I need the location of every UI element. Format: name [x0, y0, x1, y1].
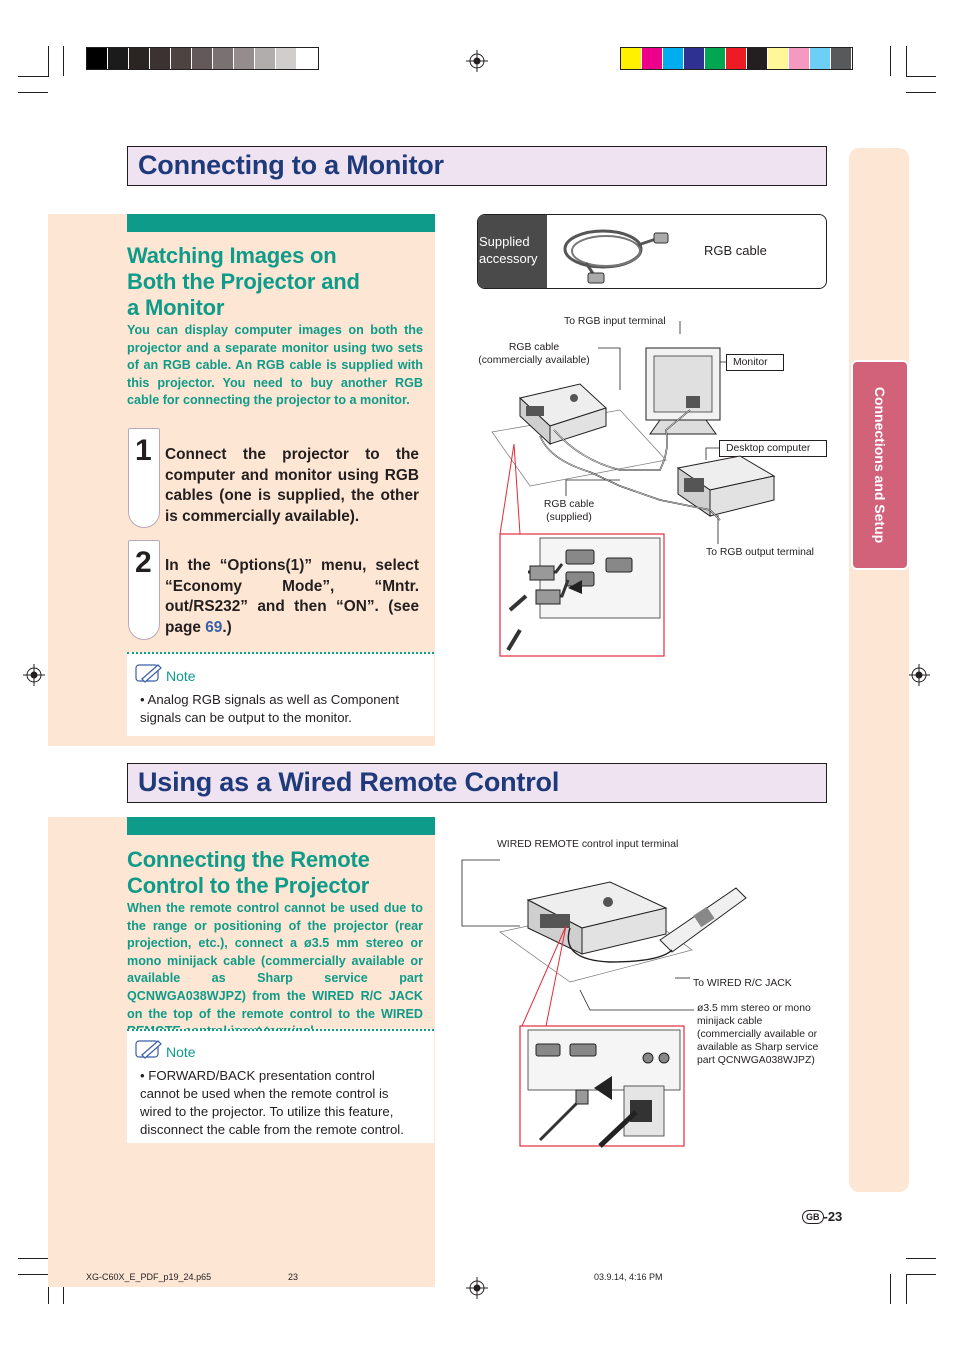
- subsection-title-line: Watching Images on: [127, 243, 337, 268]
- accessory-label: [479, 233, 538, 267]
- page-link[interactable]: 69: [205, 618, 223, 636]
- crop-mark: [18, 76, 48, 77]
- remote-connection-diagram: [460, 850, 760, 1150]
- section-header: [127, 763, 827, 803]
- supplied-accessory-box: [477, 214, 827, 289]
- registration-mark-icon: [466, 50, 488, 72]
- section-accent-bar: [127, 817, 435, 835]
- step-text: [165, 556, 419, 638]
- diagram-label: To RGB input terminal: [564, 316, 666, 327]
- monitor-connection-diagram: [470, 310, 830, 660]
- crop-mark: [63, 46, 64, 76]
- crop-mark: [890, 46, 891, 76]
- color-swatch: [663, 48, 684, 69]
- section-title: Using as a Wired Remote Control: [138, 767, 560, 797]
- side-tab-background: [849, 148, 909, 1192]
- registration-mark-icon: [23, 664, 45, 686]
- footer-page: 23: [288, 1272, 299, 1282]
- accessory-label-line: accessory: [479, 251, 538, 266]
- color-swatch: [255, 48, 276, 69]
- grayscale-color-bar: [86, 47, 319, 70]
- color-swatch: [171, 48, 192, 69]
- accessory-label-line: Supplied: [479, 234, 530, 249]
- footer-file: XG-C60X_E_PDF_p19_24.p65: [86, 1272, 212, 1282]
- crop-mark: [18, 92, 48, 93]
- language-badge: GB: [802, 1210, 824, 1224]
- side-tab-label: Connections and Setup: [872, 386, 888, 544]
- note-label: Note: [166, 668, 196, 684]
- subsection-title-line: Connecting the Remote: [127, 847, 370, 872]
- color-swatch: [297, 48, 318, 69]
- diagram-label: To WIRED R/C JACK: [693, 978, 792, 989]
- registration-mark-icon: [908, 664, 930, 686]
- color-swatch: [789, 48, 810, 69]
- crop-mark: [906, 1258, 936, 1259]
- subsection-title-line: a Monitor: [127, 295, 225, 320]
- color-swatch: [150, 48, 171, 69]
- crop-mark: [18, 1258, 48, 1259]
- note-pencil-icon: [134, 1038, 164, 1060]
- color-swatch: [726, 48, 747, 69]
- subsection-title-line: Both the Projector and: [127, 269, 360, 294]
- subsection-title: [127, 243, 427, 321]
- diagram-label: ø3.5 mm stereo or mono minijack cable (commercially available or available as Sharp service part QCNWGA038WJPZ): [697, 1003, 819, 1066]
- diagram-label-line: RGB cable: [543, 499, 595, 510]
- note-text: • Analog RGB signals as well as Component signals can be output to the monitor.: [140, 692, 399, 725]
- crop-mark: [890, 1274, 891, 1304]
- color-swatch: [213, 48, 234, 69]
- process-color-bar: [620, 47, 853, 70]
- page-number-value: -23: [823, 1209, 843, 1224]
- diagram-label: To RGB output terminal: [706, 547, 814, 558]
- crop-mark: [48, 46, 49, 76]
- diagram-label-line: (commercially available): [478, 355, 590, 366]
- step-number: 2: [135, 546, 152, 579]
- diagram-label: WIRED REMOTE control input terminal: [497, 839, 679, 850]
- crop-mark: [906, 76, 936, 77]
- color-swatch: [810, 48, 831, 69]
- color-swatch: [192, 48, 213, 69]
- color-swatch: [642, 48, 663, 69]
- diagram-label-line: RGB cable: [508, 342, 560, 353]
- step-text: Connect the projector to the computer and monitor using RGB cables (one is supplied, the other is commercially available).: [165, 446, 419, 525]
- section-accent-bar: [127, 214, 435, 232]
- subsection-title: [127, 847, 427, 899]
- crop-mark: [906, 92, 936, 93]
- note-text: • FORWARD/BACK presentation control cannot be used when the remote control is wired to the projector. To utilize this feature, disconnect the cable from the remote control.: [140, 1068, 404, 1137]
- crop-mark: [906, 1274, 936, 1275]
- diagram-label-box: Monitor: [726, 354, 784, 371]
- registration-mark-icon: [466, 1277, 488, 1299]
- subsection-title-line: Control to the Projector: [127, 873, 370, 898]
- step-text-part: .): [222, 618, 232, 636]
- crop-mark: [18, 1274, 48, 1275]
- intro-paragraph: When the remote control cannot be used due to the range or positioning of the projector (rear projection, etc.), connect a ø3.5 mm stereo or mono minijack cable (commercially available or available as Sharp service part QCNWGA038WJPZ) from the WIRED R/C JACK on the top of the remote control to the WIRED: [127, 901, 423, 1021]
- note-label: Note: [166, 1044, 196, 1060]
- intro-paragraph: You can display computer images on both the projector and a separate monitor using two sets of an RGB cable. An RGB cable is supplied with this projector. You need to buy another RGB cable for connecting the projector to a monitor.: [127, 323, 423, 408]
- note-pencil-icon: [134, 662, 164, 684]
- color-swatch: [621, 48, 642, 69]
- step-number: 1: [135, 434, 152, 467]
- color-swatch: [684, 48, 705, 69]
- footer-date: 03.9.14, 4:16 PM: [594, 1272, 663, 1282]
- section-header: [127, 146, 827, 186]
- color-swatch: [768, 48, 789, 69]
- color-swatch: [747, 48, 768, 69]
- color-swatch: [831, 48, 852, 69]
- diagram-label-line: (supplied): [546, 512, 592, 523]
- color-swatch: [276, 48, 297, 69]
- color-swatch: [87, 48, 108, 69]
- crop-mark: [48, 76, 49, 77]
- section-title: Connecting to a Monitor: [138, 150, 444, 180]
- step-text-part: In the “Options(1)” menu, select “Economy Mode”, “Mntr. out/RS232” and then “ON”. (see page: [165, 557, 419, 636]
- color-swatch: [705, 48, 726, 69]
- page-number: [802, 1209, 842, 1224]
- crop-mark: [906, 1274, 907, 1304]
- diagram-label-box: Desktop computer: [719, 440, 827, 457]
- crop-mark: [906, 46, 907, 76]
- color-swatch: [129, 48, 150, 69]
- color-swatch: [234, 48, 255, 69]
- rgb-cable-icon: [558, 219, 678, 287]
- accessory-name: RGB cable: [704, 243, 767, 258]
- color-swatch: [108, 48, 129, 69]
